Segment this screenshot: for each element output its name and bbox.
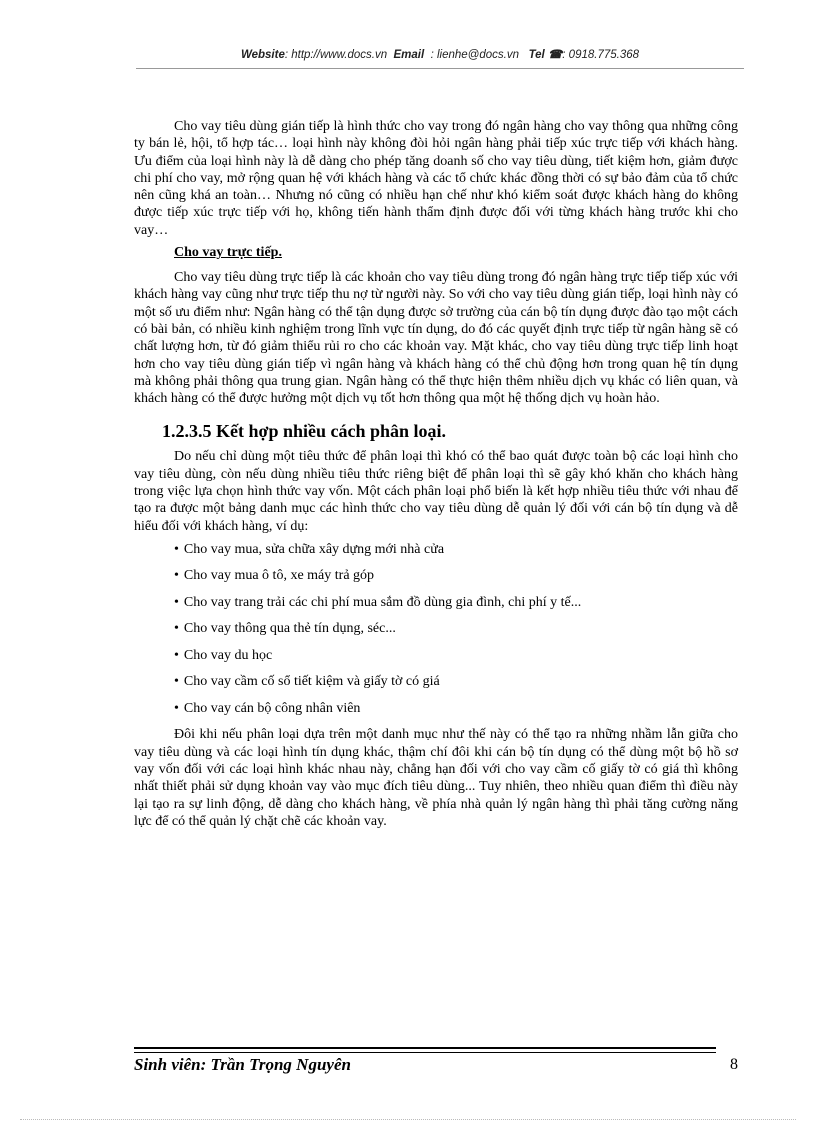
bullet-icon: • [174, 674, 179, 690]
bullet-icon: • [174, 594, 179, 610]
section-heading: 1.2.3.5 Kết hợp nhiều cách phân loại. [162, 421, 447, 442]
bullet-icon: • [174, 700, 179, 716]
page-header [136, 47, 744, 61]
list-item: • Cho vay trang trải các chi phí mua sắm đồ dùng gia đình, chi phí y tế... [174, 594, 582, 610]
bullet-icon: • [174, 541, 179, 557]
bullet-icon: • [174, 568, 179, 584]
website-label: Website [240, 49, 285, 61]
footer-divider-thin [134, 1052, 716, 1053]
list-item: • Cho vay mua, sửa chữa xây dựng mới nhà cửa [174, 541, 445, 557]
tel-label: Tel [528, 49, 545, 61]
tel-value: : 0918.775.368 [562, 49, 640, 61]
page-content [134, 118, 738, 836]
footer-divider [134, 1047, 716, 1049]
list-item: • Cho vay mua ô tô, xe máy trả góp [174, 568, 375, 584]
bullet-icon: • [174, 621, 179, 637]
bullet-icon: • [174, 647, 179, 663]
footer-author: Sinh viên: Trần Trọng Nguyên [134, 1055, 351, 1074]
header-divider [136, 68, 744, 69]
website-value: : http://www.docs.vn [284, 49, 388, 61]
list-item: • Cho vay thông qua thẻ tín dụng, séc... [174, 621, 396, 637]
list-item: • Cho vay du học [174, 647, 273, 663]
email-label: Email [393, 49, 425, 61]
email-value: : lienhe@docs.vn [430, 49, 519, 61]
page-bottom-border [20, 1119, 796, 1120]
list-item: • Cho vay cán bộ công nhân viên [174, 700, 361, 716]
subheading-direct-loans: Cho vay trực tiếp. [174, 245, 282, 261]
paragraph-indirect-consumer-loans: Cho vay tiêu dùng gián tiếp là hình thức cho vay trong đó ngân hàng cho vay thông qua những công ty bán lẻ, hội, tổ hợp tác… loại hình này không đòi hỏi ngân hàng phải tiếp xúc trực tiếp với khách hàng. Ưu điểm của loại hình này là dễ dàng cho phép tăng doanh số cho vay tiêu dùng, tiết kiệm hơn, giảm được chi phí cho vay, mở rộng quan hệ với khách hàng và các tổ chức khác đồng thời có sự bảo đảm của tổ chức nên cũng khá an toàn… Nhưng nó cũng có nhiều hạn chế như khó kiểm soát được khách hàng do không được tiếp xúc trực tiếp với họ, không tiến hành thẩm định được đối với từng khách hàng trước khi cho vay… [134, 119, 738, 238]
page-number: 8 [730, 1056, 738, 1073]
paragraph-combined-classification: Do nếu chỉ dùng một tiêu thức để phân loại thì khó có thể bao quát được toàn bộ các loại hình cho vay tiêu dùng, còn nếu dùng nhiều tiêu thức riêng biệt để phân loại thì sẽ gây khó khăn cho khách hàng trong việc lựa chọn hình thức vay vốn. Một cách phân loại phổ biến là kết hợp nhiều tiêu thức với nhau để tạo ra được một bảng danh mục các hình thức cho vay tiêu dùng dễ quản lý đối với cán bộ tín dụng và dễ hiểu đối với khách hàng, ví dụ: [134, 449, 738, 534]
loan-type-list [134, 541, 738, 717]
list-item: • Cho vay cầm cố sổ tiết kiệm và giấy tờ có giá [174, 674, 440, 690]
paragraph-direct-consumer-loans: Cho vay tiêu dùng trực tiếp là các khoản cho vay tiêu dùng trong đó ngân hàng trực tiếp tiếp xúc với khách hàng vay cũng như trực tiếp thu nợ từ người này. So với cho vay tiêu dùng gián tiếp, loại hình này có một số ưu điểm như: Ngân hàng có thể tận dụng được sở trường của cán bộ tín dụng được đào tạo một cách có bài bản, có nhiều kinh nghiệm trong lĩnh vực tín dụng, do đó các quyết định trực tiếp từ ngân hàng sẽ có chất lượng hơn, từ đó giảm thiểu rủi ro cho các khoản vay. Mặt khác, cho vay tiêu dùng trực tiếp linh hoạt hơn cho vay tiêu dùng gián tiếp vì ngân hàng và khách hàng có thể chủ động hơn trong quan hệ tín dụng mà không phải thông qua trung gian. Ngân hàng có thể thực hiện thêm nhiều dịch vụ khác có liên quan, và khách hàng có thể được hưởng một dịch vụ tốt hơn thông qua một hệ thống dịch vụ hoàn hảo. [134, 270, 738, 407]
phone-icon: ☎ [547, 49, 563, 61]
paragraph-classification-notes: Đôi khi nếu phân loại dựa trên một danh mục như thế này có thể tạo ra những nhầm lẫn giữa cho vay tiêu dùng và các loại hình tín dụng khác, thậm chí đôi khi cán bộ tín dụng có thể dùng một bộ hồ sơ vay vốn đối với các loại hình khác nhau này, chẳng hạn đối với cho vay cầm cố giấy tờ có giá thì không nhất thiết phải sử dụng khoản vay vào mục đích tiêu dùng... Tuy nhiên, theo nhiều quan điểm thì điều này lại tạo ra sự linh động, dễ dàng cho khách hàng, về phía nhà quản lý ngân hàng thì phải tăng cường năng lực để có thể quản lý chặt chẽ các khoản vay. [134, 727, 738, 829]
